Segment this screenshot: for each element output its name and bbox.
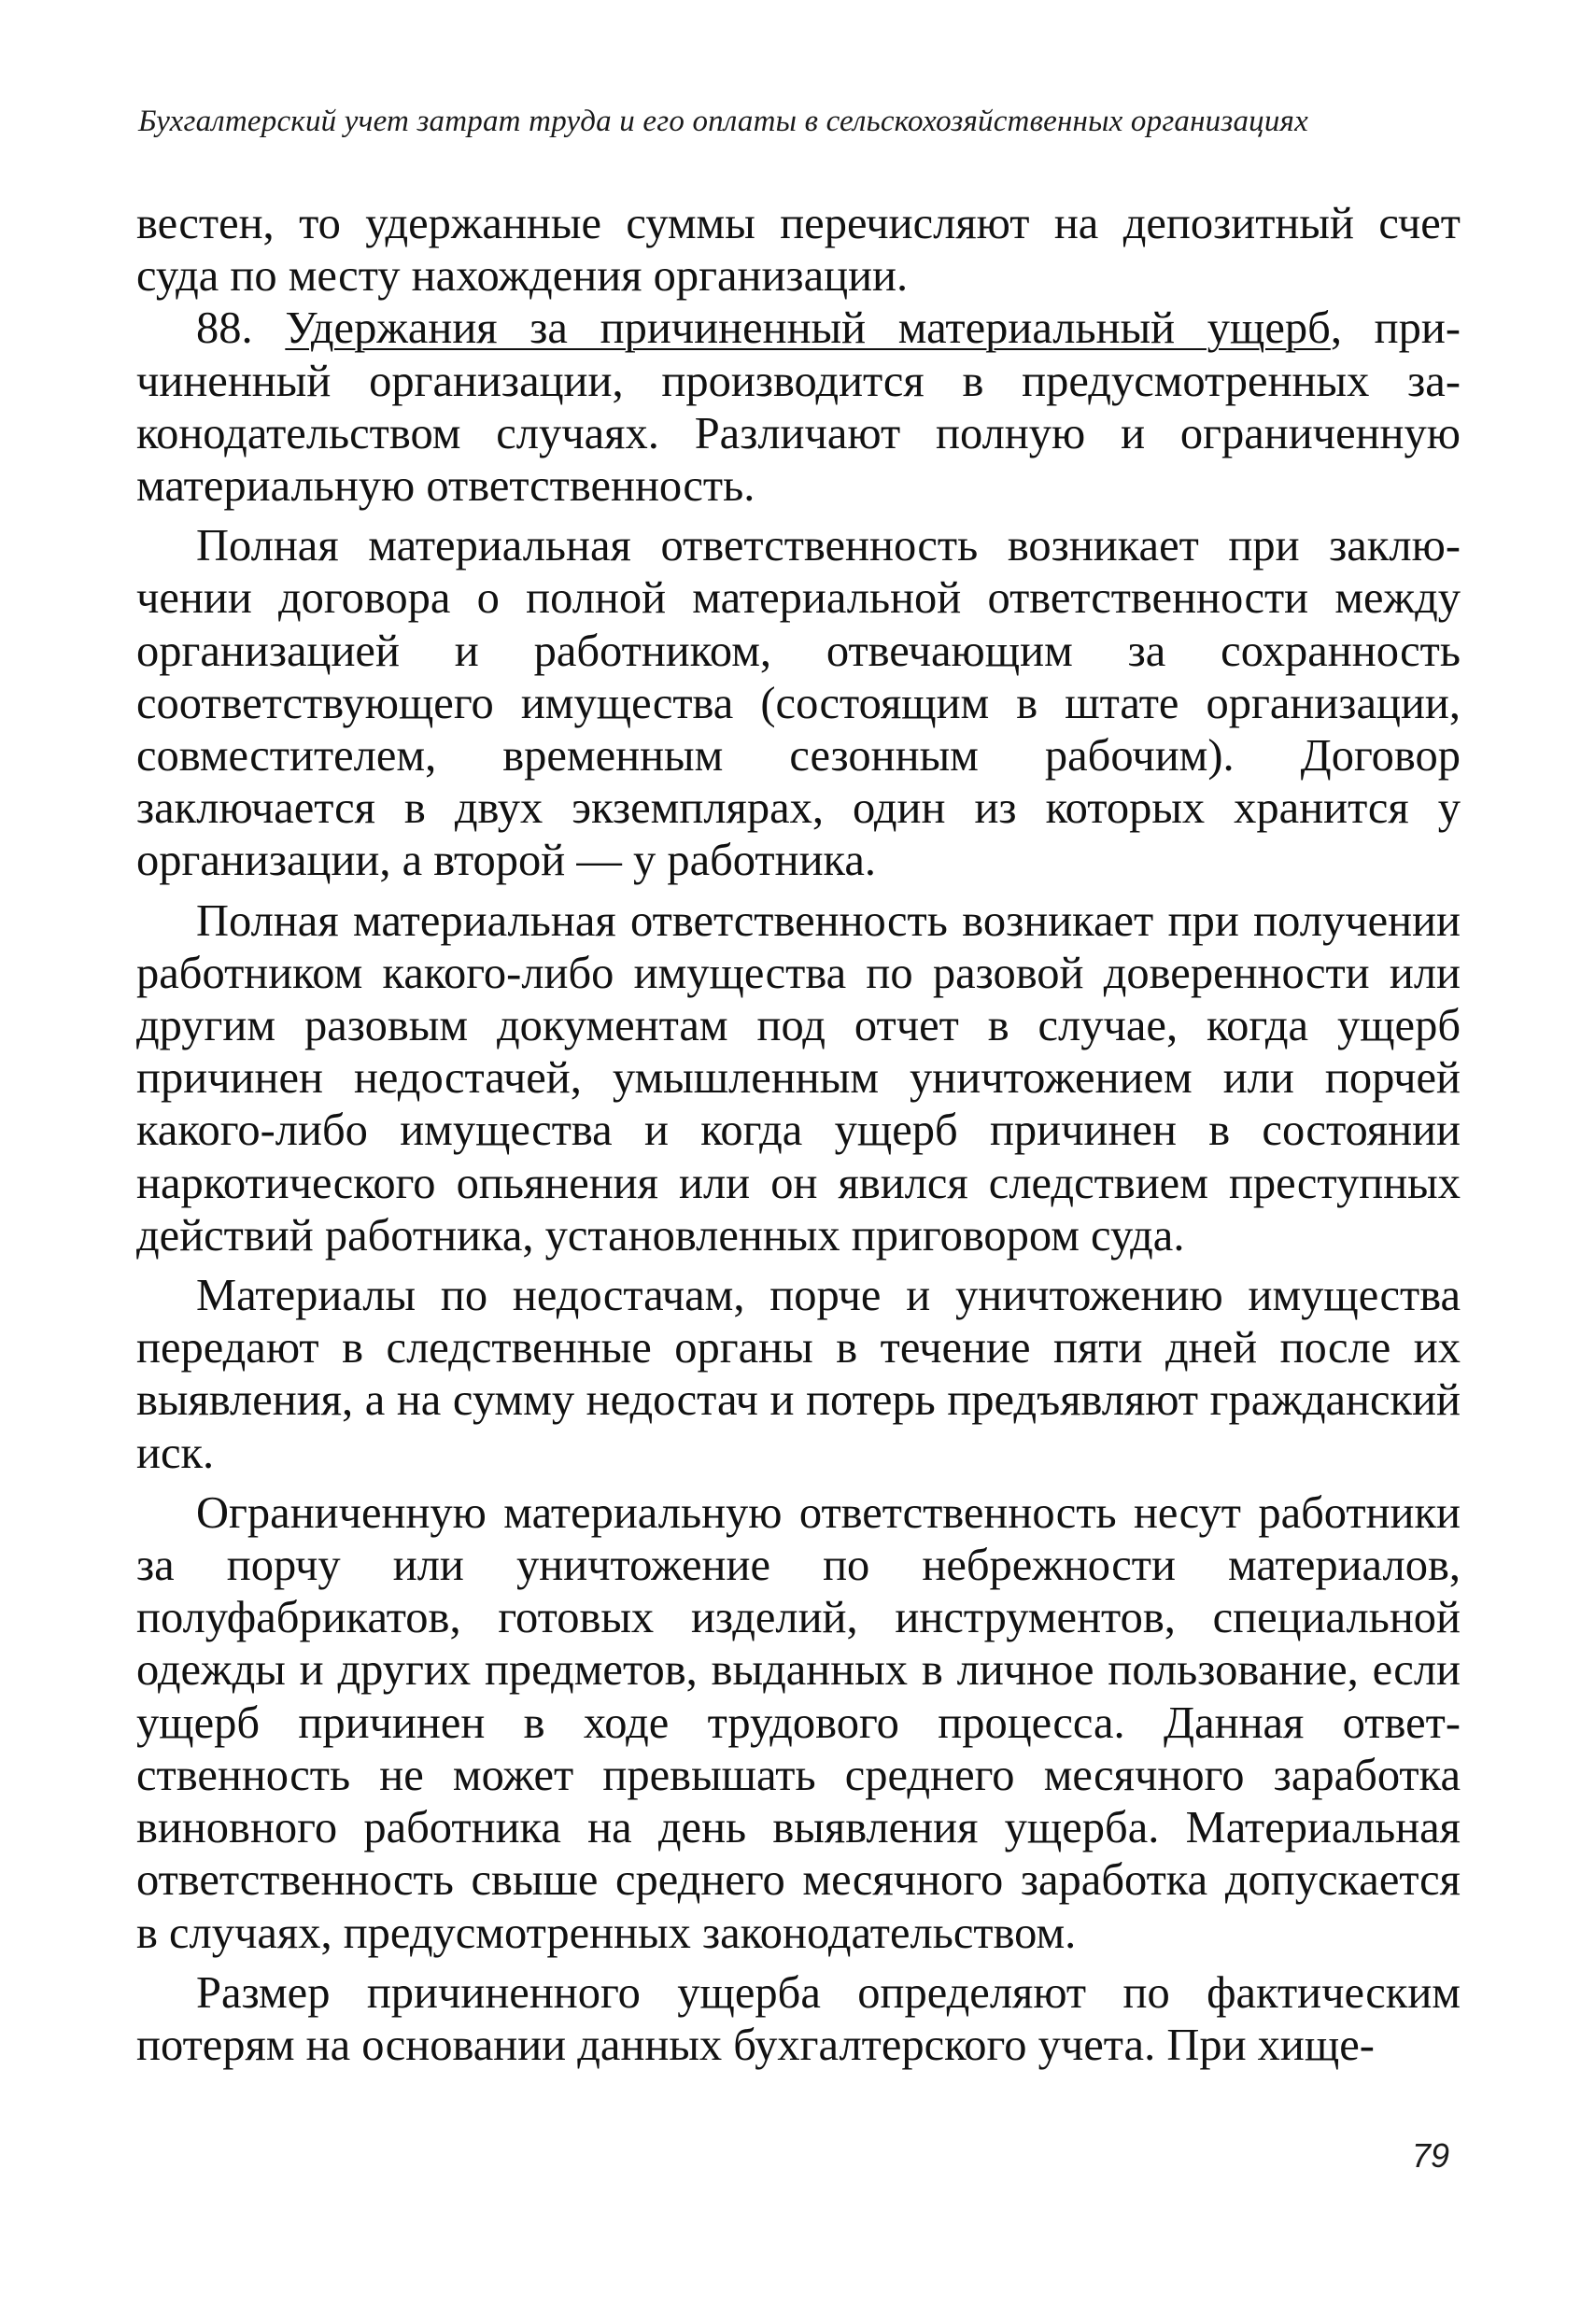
paragraph-damage-amount: Размер причиненного ущерба определяют по фактическим потерям на основании данных бухгалтерского учета. При хище- [136, 1967, 1461, 2070]
paragraph-88-text: , причиненный организации, производится в предусмотренных законодательством случаях. Различают полную и ограниченную материальную ответственность. [136, 303, 1461, 512]
paragraph-limited-liability: Ограниченную материальную ответственность несут работники за порчу или уничтожение по небрежности материалов, полуфабрикатов, готовых изделий, инструментов, специальной одежды и других предметов, выданных в личное пользование, если ущерб причинен в ходе трудового процесса. Данная ответственность не может превышать среднего месячного заработка виновного работника на день выявления ущерба. Материальная ответственность свыше среднего месячного заработка допускается в случаях, предусмотренных законодательством. [136, 1487, 1461, 1958]
page-number: 79 [1411, 2136, 1449, 2175]
paragraph-shortage-materials: Материалы по недостачам, порче и уничтожению имущества передают в следственные органы в течение пяти дней после их выявления, а на сумму недостач и потерь предъявляют гражданский иск. [136, 1271, 1461, 1478]
body-text [136, 198, 1461, 2072]
paragraph-continued: вестен, то удержанные суммы перечисляют на депозитный счет суда по месту нахождения организации. [136, 199, 1461, 302]
running-header: Бухгалтерский учет затрат труда и его оплаты в сельскохозяйственных организациях [138, 105, 1308, 138]
paragraph-full-liability-contract: Полная материальная ответственность возникает при заключении договора о полной материальной ответственности между организацией и работником, отвечающим за сохранность соответствующего имущества (состоящим в штате организации, совместителем, временным сезонным рабочим). Договор заключается в двух экземплярах, один из которых хранится у организации, а второй — у работника. [136, 521, 1461, 886]
paragraph-88 [136, 303, 1461, 513]
paragraph-full-liability-cases: Полная материальная ответственность возникает при получении работником какого-либо имущества по разовой доверенности или другим разовым документам под отчет в случае, когда ущерб причинен недостачей, умышленным уничтожением или порчей какого-либо имущества и когда ущерб причинен в состоянии наркотического опьянения или он явился следствием преступных действий работника, установленных приговором суда. [136, 895, 1461, 1261]
section-number: 88. [196, 303, 253, 354]
section-heading-underlined: Удержания за причиненный материальный ущерб [285, 303, 1331, 354]
